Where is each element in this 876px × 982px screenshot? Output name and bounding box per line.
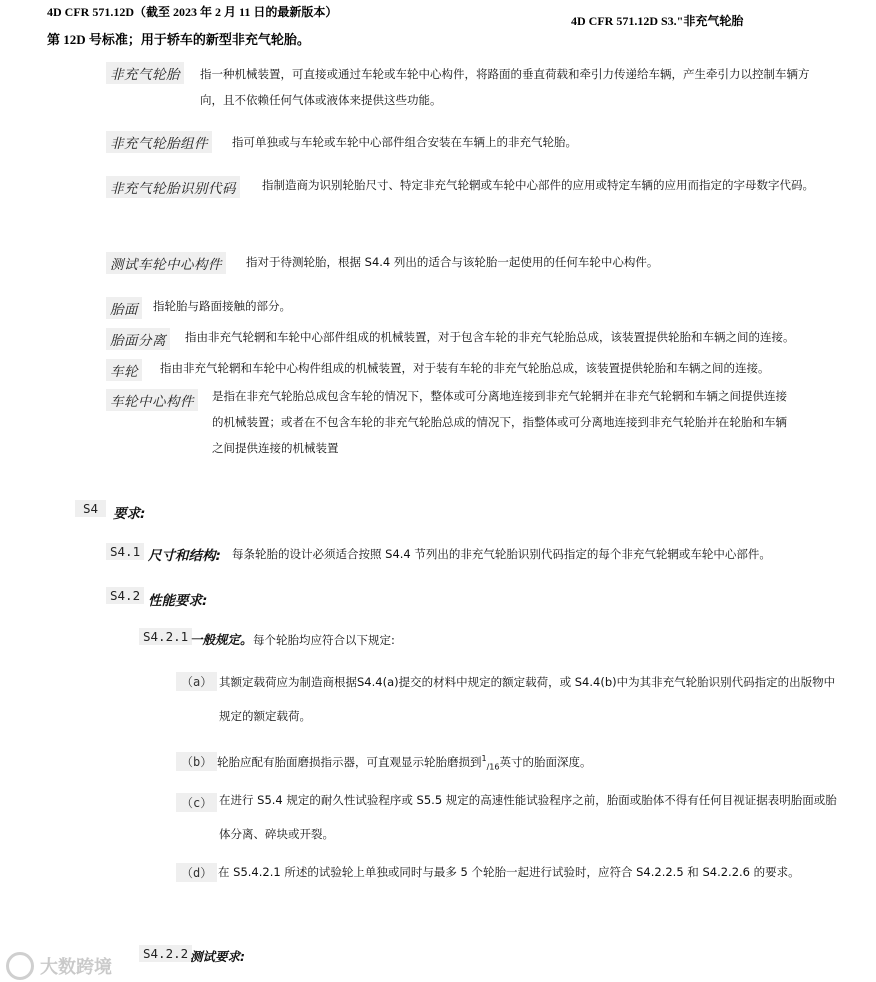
section-title: 尺寸和结构:	[148, 548, 221, 564]
definition-term: 测试车轮中心构件	[106, 252, 226, 274]
definition-text: 指由非充气轮辋和车轮中心部件组成的机械装置，对于包含车轮的非充气轮胎总成，该装置提供轮胎和车辆之间的连接。	[185, 330, 795, 344]
definition-term: 非充气轮胎	[106, 62, 184, 84]
section-title: 测试要求:	[190, 949, 245, 964]
item-text-before: 轮胎应配有胎面磨损指示器，可直观显示轮胎磨损到	[217, 755, 482, 769]
item-text	[217, 754, 591, 771]
item-text: 在进行 S5.4 规定的耐久性试验程序或 S5.5 规定的高速性能试验程序之前，胎面或胎体不得有任何目视证据表明胎面或胎体分离、碎块或开裂。	[219, 793, 837, 841]
item-mark: （a）	[176, 672, 217, 691]
definition-text: 指可单独或与车轮或车轮中心部件组合安装在车辆上的非充气轮胎。	[232, 135, 577, 149]
definition-term: 非充气轮胎组件	[106, 131, 212, 153]
definition-text: 指轮胎与路面接触的部分。	[153, 299, 291, 313]
item-mark: （c）	[176, 793, 217, 812]
item-text: 在 S5.4.2.1 所述的试验轮上单独或同时与最多 5 个轮胎一起进行试验时，应符合 S4.2.2.5 和 S4.2.2.6 的要求。	[218, 865, 800, 879]
definition-text: 指一种机械装置，可直接或通过车轮或车轮中心构件，将路面的垂直荷载和牵引力传递给车辆，产生牵引力以控制车辆方向，且不依赖任何气体或液体来提供这些功能。	[200, 67, 810, 107]
definition-term: 胎面分离	[106, 328, 170, 350]
section-text: 每条轮胎的设计必须适合按照 S4.4 节列出的非充气轮胎识别代码指定的每个非充气轮辋或车轮中心部件。	[232, 547, 771, 561]
section-title: 性能要求:	[148, 593, 208, 609]
definition-term: 车轮	[106, 359, 142, 381]
item-text-sub: /16	[486, 762, 500, 772]
item-mark: （d）	[176, 863, 217, 882]
definition-term: 胎面	[106, 297, 142, 319]
header-left-line1: 4D CFR 571.12D（截至 2023 年 2 月 11 日的最新版本）	[47, 5, 338, 19]
section-tag: S4.2.1	[139, 628, 192, 645]
header-right: 4D CFR 571.12D S3."非充气轮胎	[571, 14, 744, 28]
definition-term: 车轮中心构件	[106, 389, 198, 411]
definition-term: 非充气轮胎识别代码	[106, 176, 240, 198]
header-left-line2: 第 12D 号标准；用于轿车的新型非充气轮胎。	[47, 32, 310, 47]
section-text: 每个轮胎均应符合以下规定:	[253, 633, 395, 647]
watermark-logo-icon	[6, 952, 34, 980]
section-tag: S4.2.2	[139, 945, 192, 962]
item-text-sup: 1	[481, 754, 487, 764]
definition-text: 指制造商为识别轮胎尺寸、特定非充气轮辋或车轮中心部件的应用或特定车辆的应用而指定的字母数字代码。	[262, 178, 814, 192]
section-title: 一般规定。	[190, 632, 253, 647]
item-mark: （b）	[176, 752, 217, 771]
section-tag: S4.1	[106, 543, 144, 560]
section-tag: S4	[75, 500, 106, 517]
section-title: 要求:	[113, 506, 146, 522]
definition-text: 是指在非充气轮胎总成包含车轮的情况下，整体或可分离地连接到非充气轮辋并在非充气轮辋和车辆之间提供连接的机械装置；或者在不包含车轮的非充气轮胎总成的情况下，指整体或可分离地连接到非充气轮胎并在轮胎和车辆之间提供连接的机械装置	[212, 389, 787, 455]
section-tag: S4.2	[106, 587, 144, 604]
item-text: 其额定载荷应为制造商根据S4.4(a)提交的材料中规定的额定载荷，或 S4.4(b)中为其非充气轮胎识别代码指定的出版物中规定的额定载荷。	[219, 675, 836, 723]
item-text-after: 英寸的胎面深度。	[499, 755, 592, 769]
definition-text: 指对于待测轮胎，根据 S4.4 列出的适合与该轮胎一起使用的任何车轮中心构件。	[246, 255, 659, 269]
definition-text: 指由非充气轮辋和车轮中心构件组成的机械装置，对于装有车轮的非充气轮胎总成，该装置提供轮胎和车辆之间的连接。	[160, 361, 770, 375]
watermark-text: 大数跨境	[40, 957, 112, 978]
